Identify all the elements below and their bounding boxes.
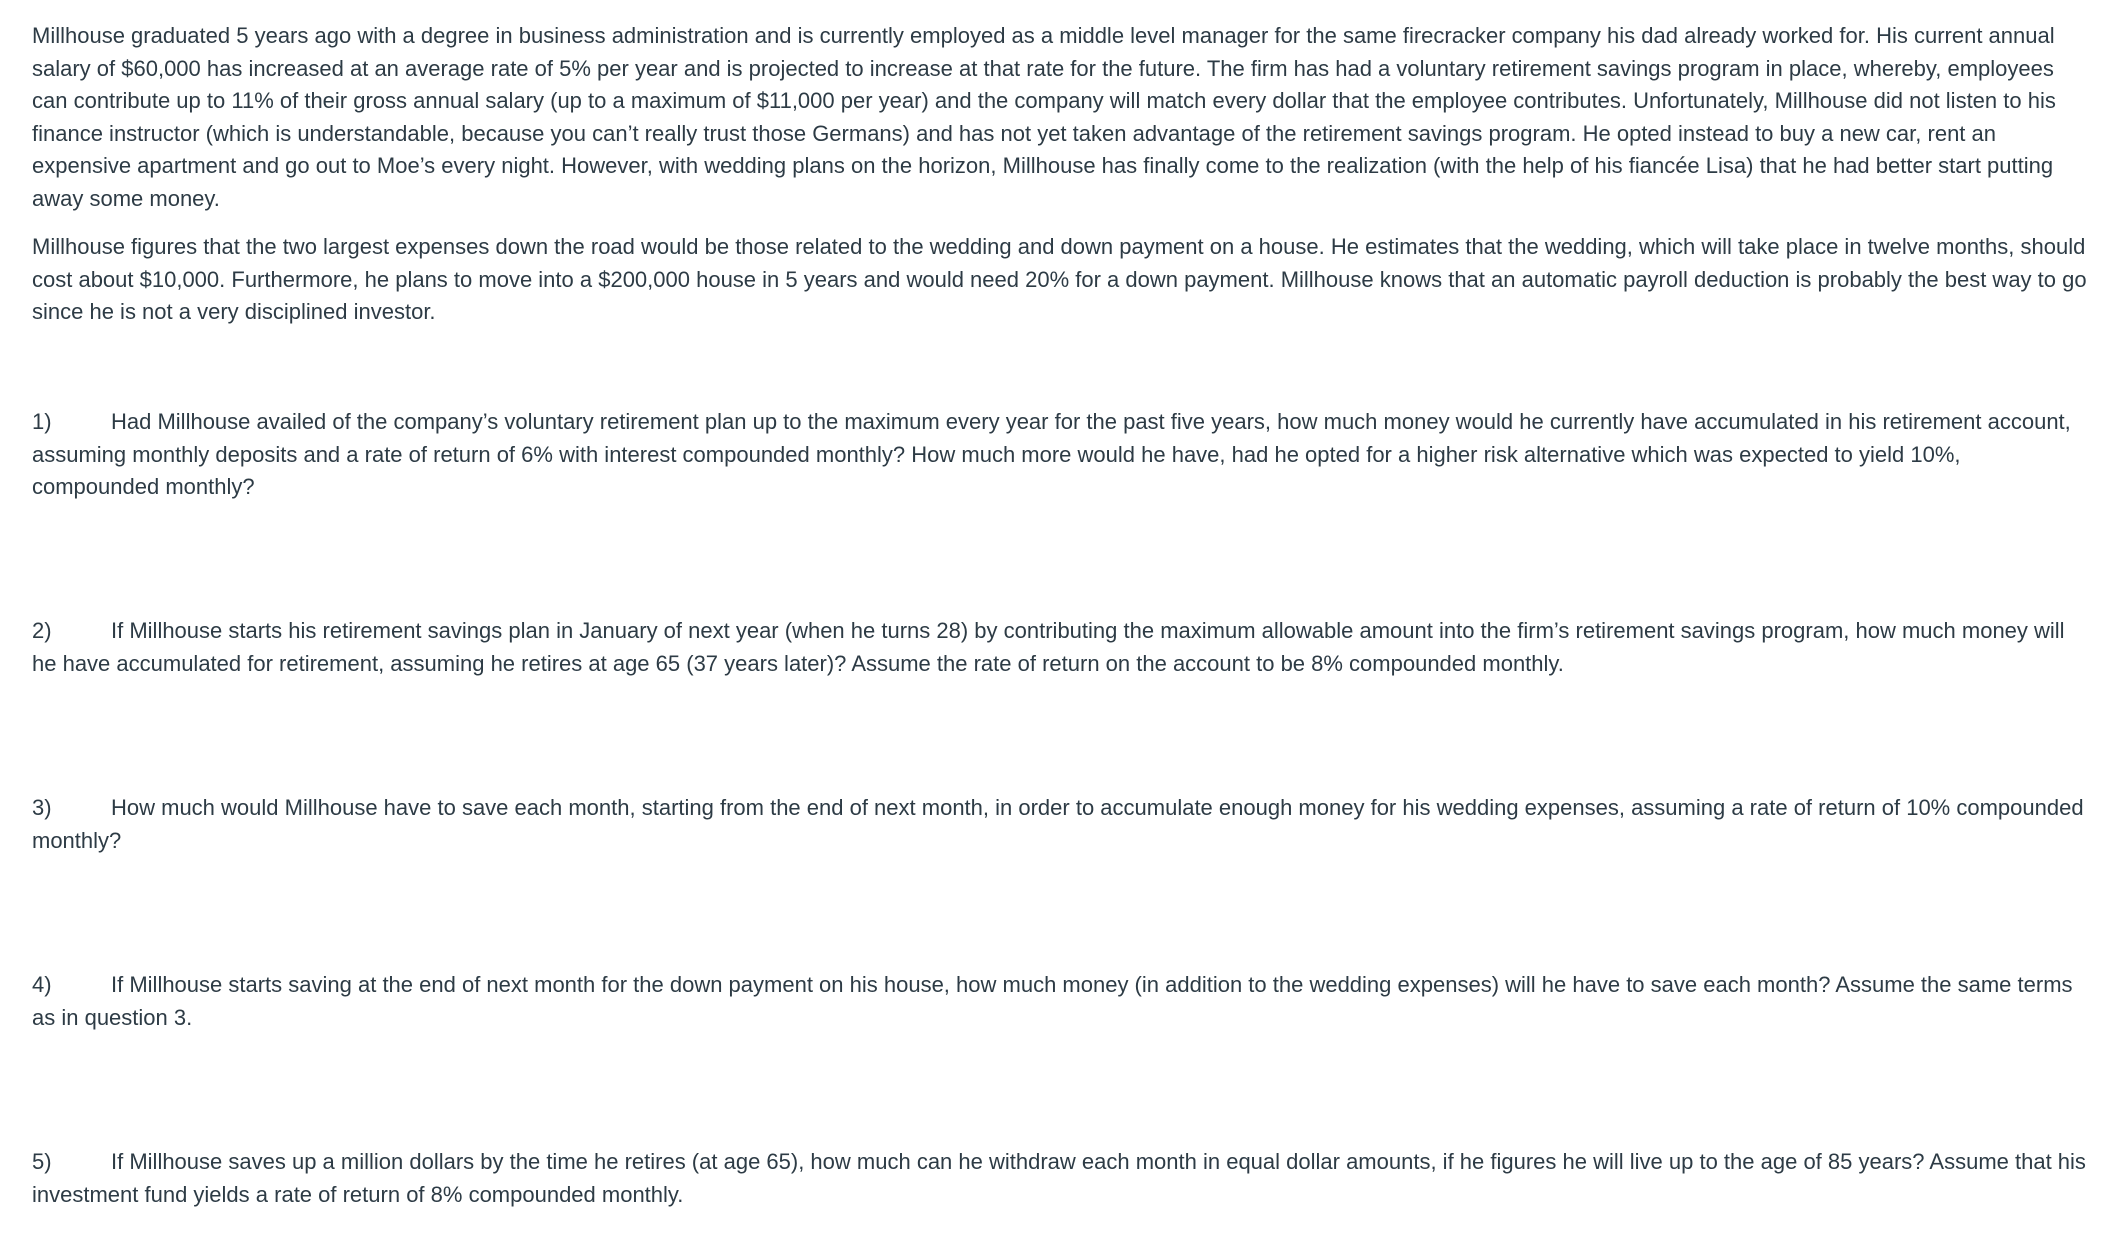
question-text: Had Millhouse availed of the company’s voluntary retirement plan up to the maximum every year for the past five years, how much money would he currently have accumulated in his retirement account, assuming monthly deposits and a rate of return of 6% with interest compounded monthly? How much more would he have, had he opted for a higher risk alternative which was expected to yield 10%, compounded monthly?	[32, 409, 2071, 499]
question-2	[32, 615, 2087, 680]
question-text: If Millhouse starts his retirement savings plan in January of next year (when he turns 28) by contributing the maximum allowable amount into the firm’s retirement savings program, how much money will he have accumulated for retirement, assuming he retires at age 65 (37 years later)? Assume the rate of return on the account to be 8% compounded monthly.	[32, 618, 2065, 676]
intro-paragraph-1: Millhouse graduated 5 years ago with a degree in business administration and is currently employed as a middle level manager for the same firecracker company his dad already worked for. His current annual salary of $60,000 has increased at an average rate of 5% per year and is projected to increase at that rate for the future. The firm has had a voluntary retirement savings program in place, whereby, employees can contribute up to 11% of their gross annual salary (up to a maximum of $11,000 per year) and the company will match every dollar that the employee contributes. Unfortunately, Millhouse did not listen to his finance instructor (which is understandable, because you can’t really trust those Germans) and has not yet taken advantage of the retirement savings program. He opted instead to buy a new car, rent an expensive apartment and go out to Moe’s every night. However, with wedding plans on the horizon, Millhouse has finally come to the realization (with the help of his fiancée Lisa) that he had better start putting away some money.	[32, 23, 2056, 211]
intro-paragraph-2: Millhouse figures that the two largest expenses down the road would be those related to the wedding and down payment on a house. He estimates that the wedding, which will take place in twelve months, should cost about $10,000. Furthermore, he plans to move into a $200,000 house in 5 years and would need 20% for a down payment. Millhouse knows that an automatic payroll deduction is probably the best way to go since he is not a very disciplined investor.	[32, 234, 2087, 324]
question-5	[32, 1146, 2087, 1211]
question-4	[32, 969, 2087, 1034]
question-number: 3)	[32, 795, 52, 820]
question-number: 4)	[32, 972, 52, 997]
question-text: How much would Millhouse have to save each month, starting from the end of next month, in order to accumulate enough money for his wedding expenses, assuming a rate of return of 10% compounded monthly?	[32, 795, 2084, 853]
question-1	[32, 406, 2087, 504]
question-3	[32, 792, 2087, 857]
question-number: 1)	[32, 409, 52, 434]
question-text: If Millhouse starts saving at the end of next month for the down payment on his house, how much money (in addition to the wedding expenses) will he have to save each month? Assume the same terms as in question 3.	[32, 972, 2073, 1030]
document-body	[32, 20, 2087, 1207]
question-number: 5)	[32, 1149, 52, 1174]
question-number: 2)	[32, 618, 52, 643]
question-text: If Millhouse saves up a million dollars by the time he retires (at age 65), how much can he withdraw each month in equal dollar amounts, if he figures he will live up to the age of 85 years? Assume that his investment fund yields a rate of return of 8% compounded monthly.	[32, 1149, 2086, 1207]
